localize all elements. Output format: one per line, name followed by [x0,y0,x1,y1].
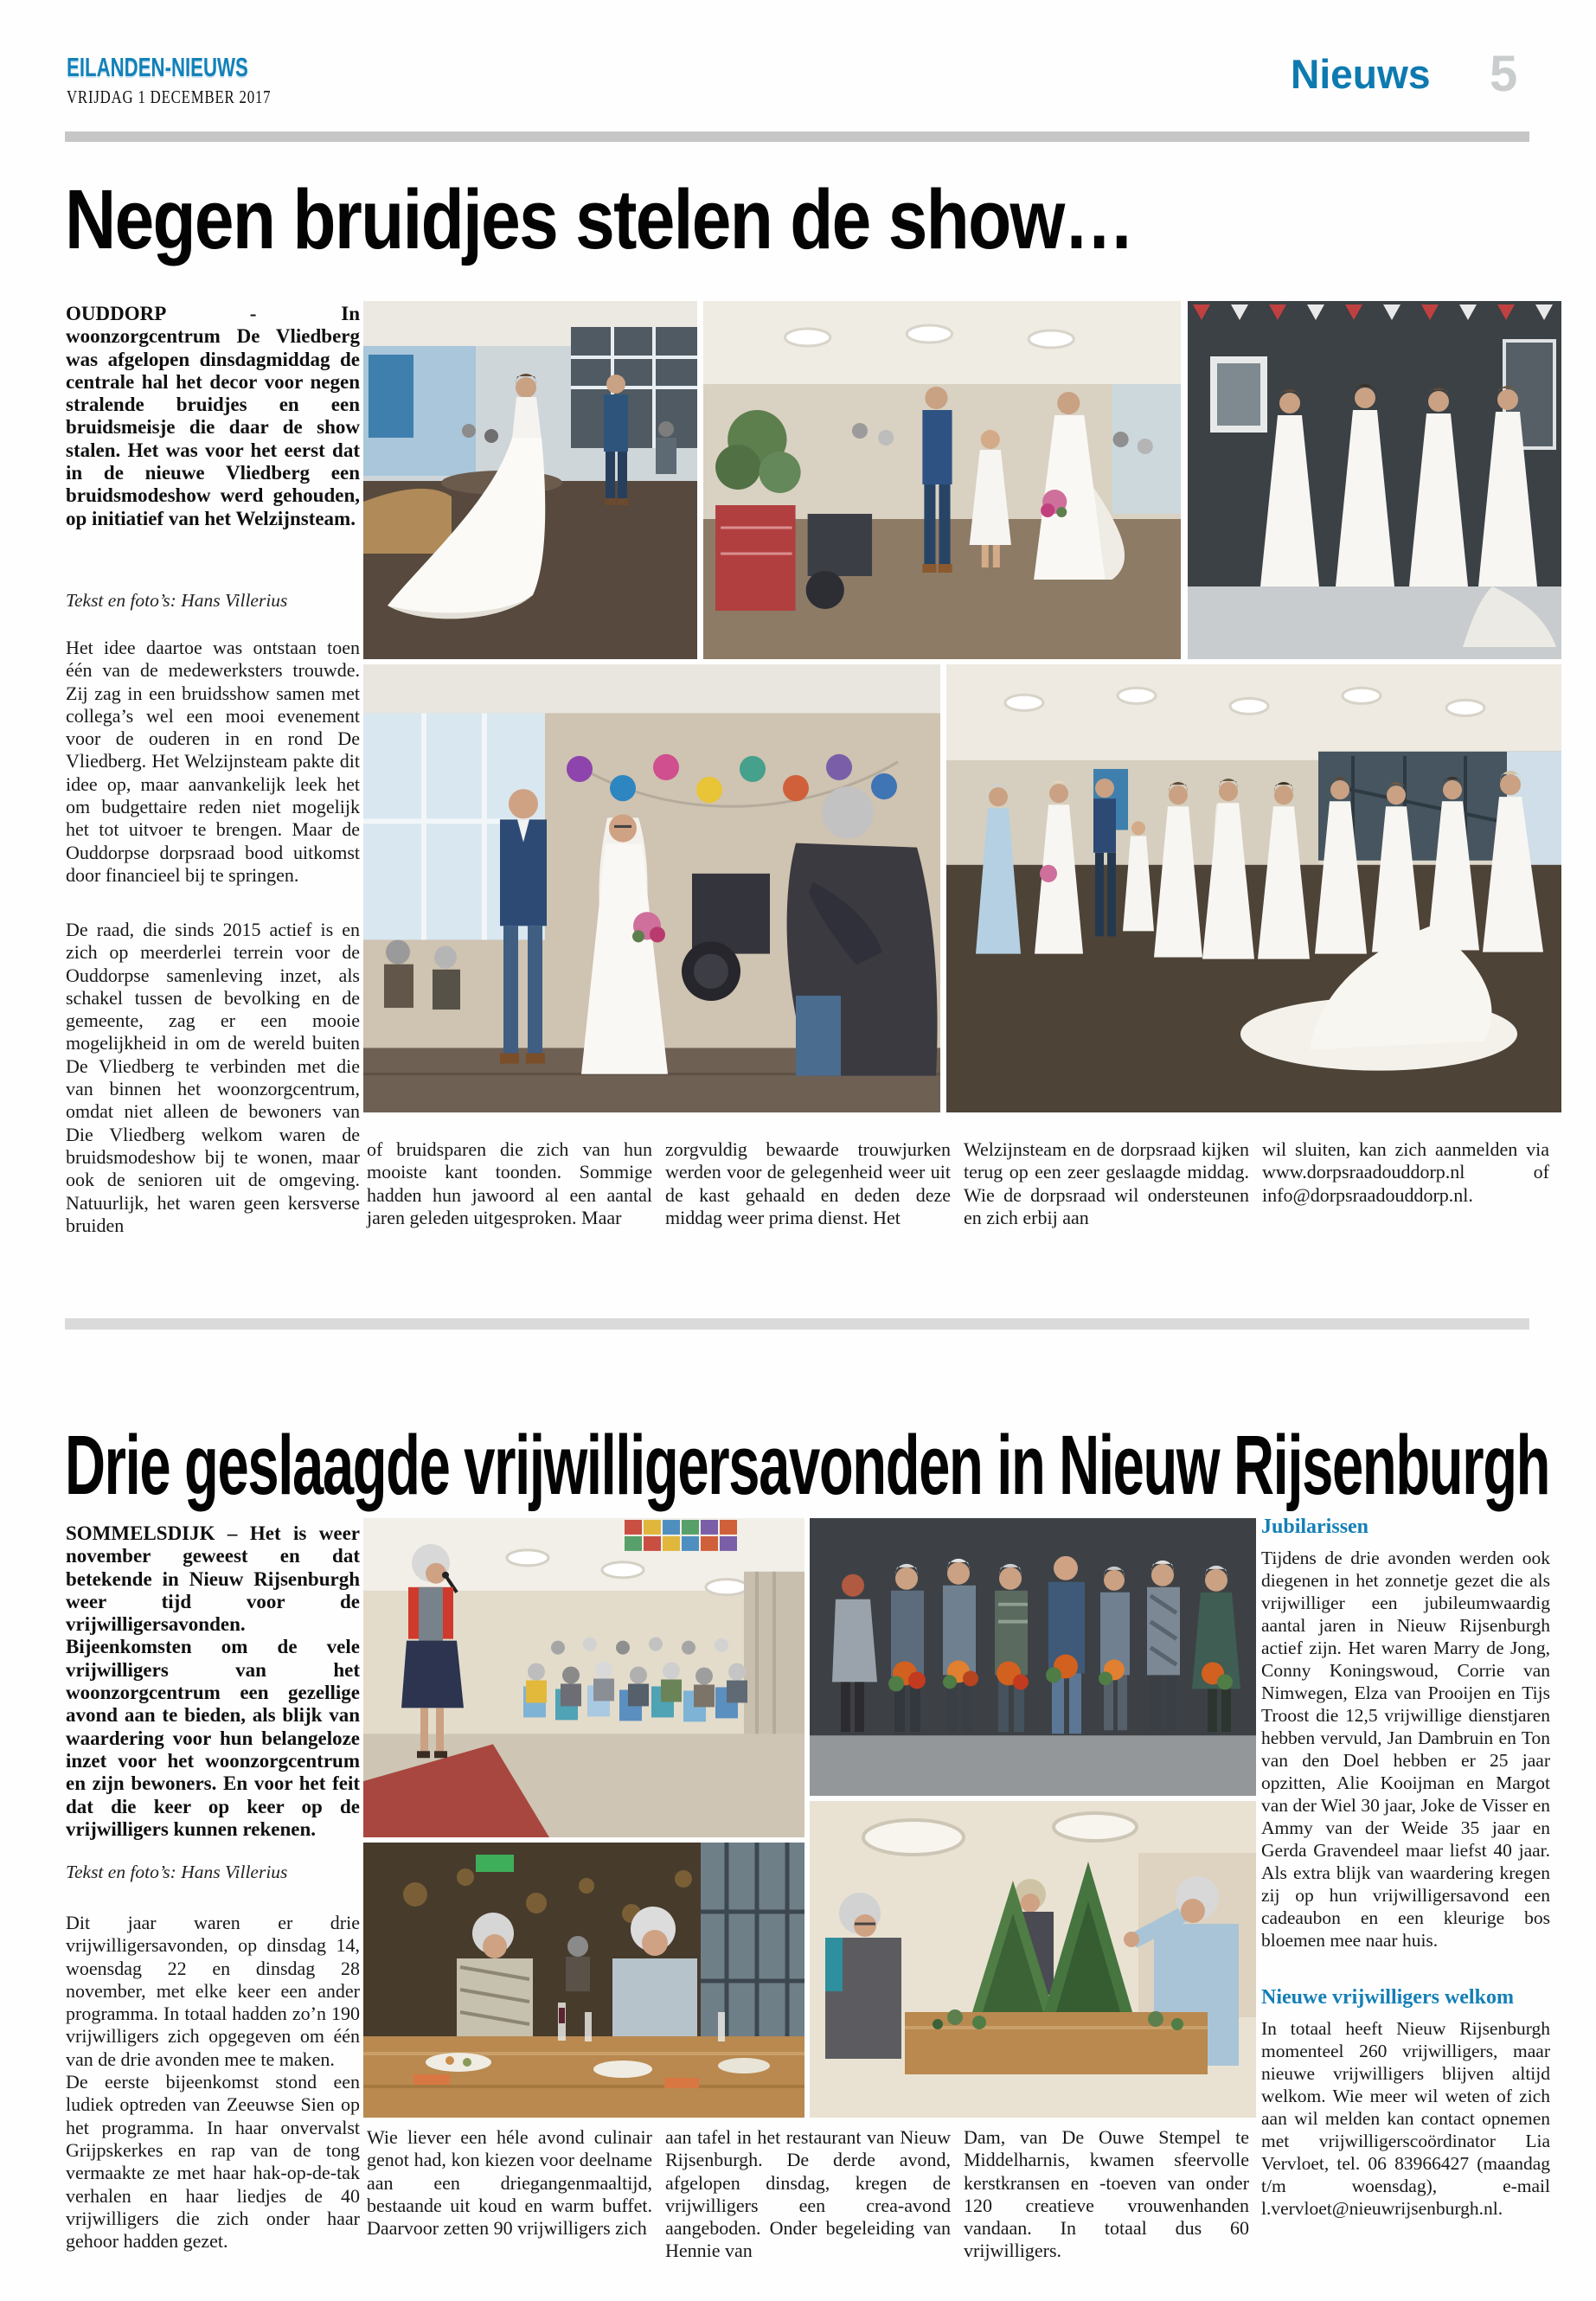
photo-kerst-crea [810,1801,1256,2118]
article1-column: of bruidsparen die zich van hun mooiste kant toonden. Sommige hadden hun jawoord al een aantal jaren geleden uitgesproken. Maar [367,1138,652,1228]
article1-column: Welzijnsteam en de dorpsraad kijken terug op een zeer geslaagde middag. Wie de dorpsraad wil ondersteunen en zich erbij aan [964,1138,1249,1228]
article2-right-paragraph: In totaal heeft Nieuw Rijsenburgh momenteel 260 vrijwilligers, maar nieuwe vrijwilligers blijven altijd welkom. Wie meer wil weten of zich aan wil melden kan contact opnemen met vrijwilligerscoördinator Lia Vervloet, tel. 06 83966427 (maandag t/m woensdag), e-mail l.vervloet@nieuwrijsenburgh.nl. [1261,2018,1550,2219]
article-separator-rule [65,1318,1529,1330]
photo-dinner-buffet [363,1843,804,2118]
article2-subhead-nieuwe-vrijwilligers: Nieuwe vrijwilligers welkom [1261,1986,1514,2009]
article2-title: Drie geslaagde vrijwilligersavonden in Nieuw Rijsenburgh [65,1418,1550,1512]
article2-column: aan tafel in het restaurant van Nieuw Rijsenburgh. De derde avond, afgelopen dinsdag, kregen de vrijwilligers een crea-avond aangeboden. Onder begeleiding van Hennie van [665,2126,951,2262]
photo-jubilarissen-flowers [810,1518,1256,1796]
masthead-dateline: VRIJDAG 1 DECEMBER 2017 [67,87,272,107]
photo-four-brides-wall [1188,301,1561,659]
article2-column: Dam, van De Ouwe Stempel te Middelharnis, kwamen sfeervolle kerstkransen en -toeven van onder 120 creatieve vrouwenhanden vandaan. In totaal dus 60 vrijwilligers. [964,2126,1249,2262]
article2-subhead-jubilarissen: Jubilarissen [1261,1516,1369,1538]
masthead-rule [65,131,1529,142]
article2-right-paragraph: Tijdens de drie avonden werden ook diegenen in het zonnetje gezet die als vrijwilliger een jubileumwaardig aantal jaren in Nieuw Rijsenburgh actief zijn. Het waren Marry de Jong, Conny Koningswoud, Corrie van Nimwegen, Elza van Prooijen en Tijs Troost die 12,5 vrijwillige dienstjaren hebben vervuld, Jan Dambruin en Ton van den Doel hebben er 25 jaar opzitten, Alie Kooijman en Margot van der Wiel 30 jaar, Joke de Visser en Ammy van der Weide 35 jaar en Gerda Gravendeel maar liefst 40 jaar. Als extra blijk van waardering kregen zij op hun vrijwilligersavond een cadeaubon en een kleurige bos bloemen mee naar huis. [1261,1548,1550,1951]
article2-lead: SOMMELSDIJK – Het is weer november geweest en dat betekende in Nieuw Rijsenburgh weer tijd voor de vrijwilligersavonden. Bijeenkomsten om de vele vrijwilligers van het woonzorgcentrum een gezellige avond aan te bieden, als blijk van waardering voor hun belangeloze inzet voor het woonzorgcentrum en zijn bewoners. En voor het feit dat die keer op keer op de vrijwilligers kunnen rekenen. [66,1522,360,1840]
article2-byline: Tekst en foto’s: Hans Villerius [66,1862,288,1882]
article1-title: Negen bruidjes stelen de show… [65,172,1133,266]
newspaper-logo: EILANDEN-NIEUWS [67,52,248,82]
article1-column: wil sluiten, kan zich aanmelden via www.dorpsraadouddorp.nl of info@dorpsraadouddorp.nl. [1262,1138,1549,1206]
article2-paragraph: De eerste bijeenkomst stond een ludiek optreden van Zeeuwse Sien op het programma. In haar onvervalst Grijpskerkes en rap van de tong vermaakte ze met haar hak-op-de-tak verhalen en haar liedjes de 40 vrijwilligers die zich onder haar gehoor hadden gezet. [66,2071,360,2253]
article2-paragraph: Dit jaar waren er drie vrijwilligersavonden, op dinsdag 14, woensdag 22 en dinsdag 28 november, met elke keer een ander programma. In totaal hadden zo’n 190 vrijwilligers zich opgegeven om één van de drie avonden mee te maken. [66,1912,360,2070]
article2-body [66,1912,360,2253]
article1-column: zorgvuldig bewaarde trouwjurken werden voor de gelegenheid weer uit de kast gehaald en deden deze middag weer prima dienst. Het [665,1138,951,1228]
photo-zeeuwse-sien [363,1518,804,1837]
photo-bride-long-train [363,301,697,659]
article1-lead: OUDDORP - In woonzorgcentrum De Vliedberg was afgelopen dinsdagmiddag de centrale hal het decor voor negen stralende bruidjes en een bruidsmeisje die daar de show stalen. Het was voor het eerst dat in de nieuwe Vliedberg een bruidsmodeshow werd gehouden, op initiatief van het Welzijnsteam. [66,303,360,529]
article1-paragraph: De raad, die sinds 2015 actief is en zich op meerderlei terrein voor de Ouddorpse samenleving inzet, als schakel tussen de bevolking en de gemeente, zag er een mooie mogelijkheid in om de wereld buiten De Vliedberg te verbinden met die van binnen het woonzorgcentrum, omdat niet alleen de bewoners van Die Vliedberg welkom waren de bruidsmodeshow bij te wonen, maar ook de senioren uit de omgeving. Natuurlijk, het waren geen kersverse bruiden [66,919,360,1236]
photo-bridal-couple-flower-girl [703,301,1181,659]
article1-byline: Tekst en foto’s: Hans Villerius [66,590,288,611]
section-label: Nieuws [1291,51,1431,97]
article1-paragraph: Het idee daartoe was ontstaan toen één van de medewerksters trouwde. Zij zag in een bruidsshow samen met collega’s wel een mooi evenement voor de ouderen in en rond De Vliedberg. Het Welzijnsteam pakte dit idee op, maar aanvankelijk leek het om budgettaire reden niet mogelijk het tot uitvoer te brengen. Maar de Ouddorpse dorpsraad bood uitkomst door financieel bij te springen. [66,637,360,886]
page-number: 5 [1490,46,1518,102]
photo-couple-balloons [363,664,940,1112]
article2-column: Wie liever een héle avond culinair genot had, kon kiezen voor deelname aan een driegangenmaaltijd, bestaande uit koud en warm buffet. Daarvoor zetten 90 vrijwilligers zich [367,2126,652,2240]
photo-brides-group-hall [946,664,1561,1112]
